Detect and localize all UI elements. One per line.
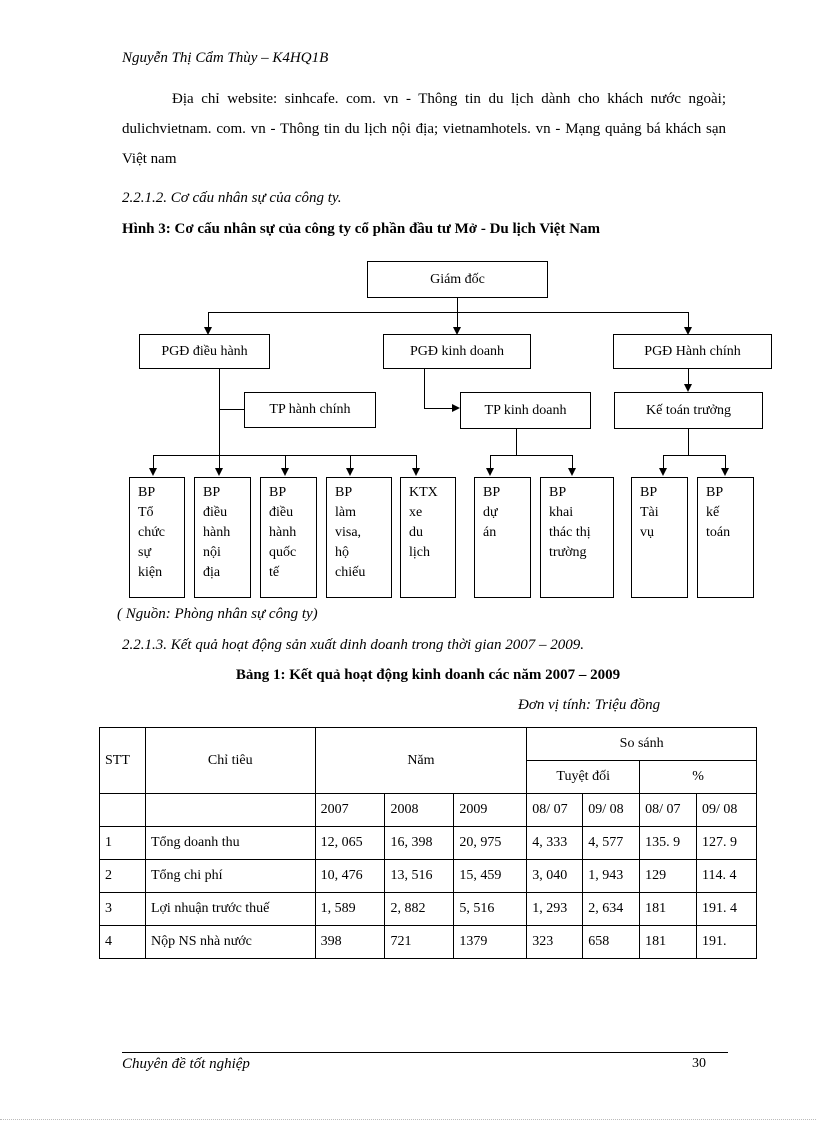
footer-title: Chuyên đề tốt nghiệp [122,1056,250,1072]
tp-business-box: TP kinh doanh [460,392,591,429]
figure-title: Hình 3: Cơ cấu nhân sự của công ty cổ phần đầu tư Mở - Du lịch Việt Nam [122,221,601,237]
header-compare: So sánh [527,728,757,761]
page-number: 30 [692,1056,706,1071]
results-table [99,727,757,959]
row-stt: 1 [100,827,146,860]
dept-box-vehicles: KTX xe du lịch [400,477,456,598]
table-row [100,926,757,959]
table-row [100,893,757,926]
row-value: 1, 943 [583,860,640,893]
row-stt: 3 [100,893,146,926]
row-name: Tổng chi phí [145,860,315,893]
row-value: 721 [385,926,454,959]
table-subheader-row [100,794,757,827]
dept-box-domestic: BP điều hành nội địa [194,477,251,598]
header-stt: STT [100,728,146,794]
table-unit: Đơn vị tính: Triệu đồng [518,697,661,713]
pgd-operations-box: PGĐ điều hành [139,334,270,369]
row-stt: 4 [100,926,146,959]
table-row [100,860,757,893]
pgd-business-box: PGĐ kinh doanh [383,334,531,369]
row-value: 181 [640,926,697,959]
subheader-cell: 08/ 07 [640,794,697,827]
row-value: 129 [640,860,697,893]
pgd-admin-box: PGĐ Hành chính [613,334,772,369]
subheader-cell: 2008 [385,794,454,827]
dept-box-finance: BP Tài vụ [631,477,688,598]
page-header-author: Nguyễn Thị Cẩm Thùy – K4HQ1B [122,50,329,66]
dept-box-market: BP khai thác thị trường [540,477,614,598]
intro-paragraph: Địa chỉ website: sinhcafe. com. vn - Thông tin du lịch dành cho khách nước ngoài; dulichvietnam. com. vn - Thông tin du lịch nội địa; vietnamhotels. vn - Mạng quảng bá khách sạn Việt nam [122,91,726,167]
tp-admin-box: TP hành chính [244,392,376,428]
subheader-cell: 2007 [315,794,385,827]
table-cell [100,794,146,827]
section-heading-2212: 2.2.1.2. Cơ cấu nhân sự của công ty. [122,190,342,206]
row-value: 20, 975 [454,827,527,860]
row-value: 181 [640,893,697,926]
row-value: 4, 577 [583,827,640,860]
header-indicator: Chỉ tiêu [145,728,315,794]
row-value: 10, 476 [315,860,385,893]
row-value: 658 [583,926,640,959]
source-note: ( Nguồn: Phòng nhân sự công ty) [117,606,318,622]
row-value: 398 [315,926,385,959]
row-value: 1, 589 [315,893,385,926]
dept-box-accounting: BP kế toán [697,477,754,598]
subheader-cell: 09/ 08 [697,794,757,827]
chief-accountant-box: Kế toán trưởng [614,392,763,429]
row-value: 135. 9 [640,827,697,860]
row-value: 127. 9 [697,827,757,860]
section-heading-2213: 2.2.1.3. Kết quả hoạt động sản xuất dinh doanh trong thời gian 2007 – 2009. [122,637,585,653]
subheader-cell: 08/ 07 [527,794,583,827]
row-name: Nộp NS nhà nước [145,926,315,959]
row-value: 4, 333 [527,827,583,860]
row-value: 3, 040 [527,860,583,893]
dept-box-events: BP Tổ chức sự kiện [129,477,185,598]
footer-divider [122,1052,728,1053]
row-name: Tổng doanh thu [145,827,315,860]
row-value: 114. 4 [697,860,757,893]
dept-box-international: BP điều hành quốc tế [260,477,317,598]
dept-box-visa: BP làm visa, hộ chiếu [326,477,392,598]
row-name: Lợi nhuận trước thuế [145,893,315,926]
page-bottom-dotted-line [0,1119,816,1120]
table-title: Bảng 1: Kết quả hoạt động kinh doanh các năm 2007 – 2009 [235,667,621,683]
row-value: 12, 065 [315,827,385,860]
header-percent: % [640,761,757,794]
dept-box-projects: BP dự án [474,477,531,598]
director-box: Giám đốc [367,261,548,298]
table-cell [145,794,315,827]
subheader-cell: 09/ 08 [583,794,640,827]
row-value: 191. [697,926,757,959]
row-stt: 2 [100,860,146,893]
row-value: 1, 293 [527,893,583,926]
table-row [100,827,757,860]
subheader-cell: 2009 [454,794,527,827]
row-value: 1379 [454,926,527,959]
row-value: 2, 882 [385,893,454,926]
row-value: 191. 4 [697,893,757,926]
header-absolute: Tuyệt đối [527,761,640,794]
row-value: 323 [527,926,583,959]
row-value: 16, 398 [385,827,454,860]
row-value: 13, 516 [385,860,454,893]
header-year: Năm [315,728,527,794]
row-value: 15, 459 [454,860,527,893]
row-value: 5, 516 [454,893,527,926]
row-value: 2, 634 [583,893,640,926]
